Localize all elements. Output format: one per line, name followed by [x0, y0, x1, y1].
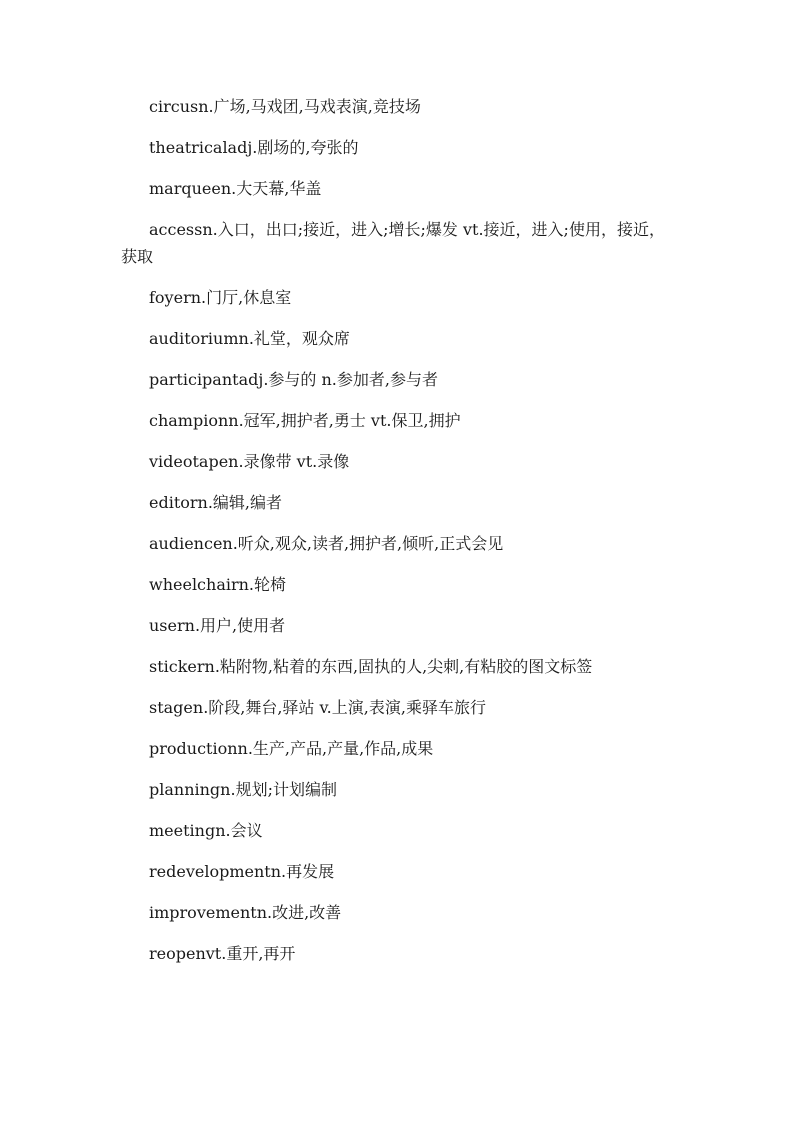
vocab-entry: reopenvt.重开,再开	[149, 944, 296, 963]
vocab-entry: theatricaladj.剧场的,夸张的	[149, 138, 359, 157]
vocab-entry: videotapen.录像带 vt.录像	[149, 452, 350, 471]
vocab-entry: championn.冠军,拥护者,勇士 vt.保卫,拥护	[149, 411, 461, 430]
vocab-entry: improvementn.改进,改善	[149, 903, 342, 922]
vocab-entry: meetingn.会议	[149, 821, 263, 840]
vocab-entry: auditoriumn.礼堂，观众席	[149, 329, 350, 348]
vocab-entry: editorn.编辑,编者	[149, 493, 283, 512]
vocab-entry: participantadj.参与的 n.参加者,参与者	[149, 370, 438, 389]
vocab-entry: redevelopmentn.再发展	[149, 862, 335, 881]
vocab-entry: accessn.入口，出口;接近，进入;增长;爆发 vt.接近，进入;使用，接近，获取	[121, 220, 665, 266]
vocab-entry: usern.用户,使用者	[149, 616, 286, 635]
vocab-entry: productionn.生产,产品,产量,作品,成果	[149, 739, 434, 758]
vocab-entry: audiencen.听众,观众,读者,拥护者,倾听,正式会见	[149, 534, 504, 553]
vocab-entry: circusn.广场,马戏团,马戏表演,竞技场	[149, 97, 421, 116]
vocab-entry: foyern.门厅,休息室	[149, 288, 292, 307]
vocab-entry: planningn.规划;计划编制	[149, 780, 337, 799]
vocab-entry: stickern.粘附物,粘着的东西,固执的人,尖刺,有粘胶的图文标签	[149, 657, 593, 676]
vocabulary-list	[121, 93, 673, 981]
vocab-entry: wheelchairn.轮椅	[149, 575, 287, 594]
vocab-entry: stagen.阶段,舞台,驿站 v.上演,表演,乘驿车旅行	[149, 698, 486, 717]
vocab-entry: marqueen.大天幕,华盖	[149, 179, 322, 198]
